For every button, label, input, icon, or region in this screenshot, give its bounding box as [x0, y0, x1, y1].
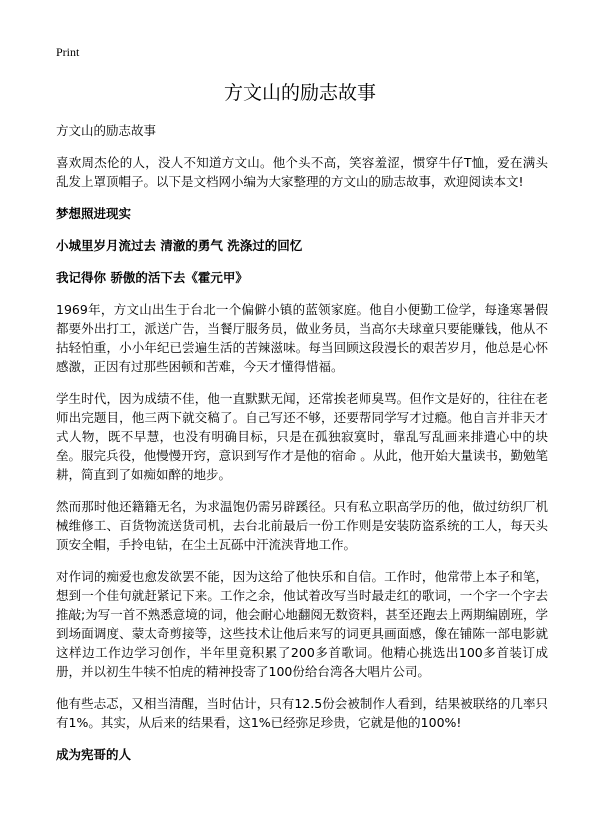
article-subtitle: 方文山的励志故事: [56, 123, 157, 138]
section-heading-huo-yuanjia: 我记得你 骄傲的活下去《霍元甲》: [56, 270, 248, 285]
paragraph-childhood: 1969年，方文山出生于台北一个偏僻小镇的蓝领家庭。他自小便勤工俭学，每逢寒暑假都要外出打工，派送广告，当餐厅服务员，做业务员，当高尔夫球童只要能赚钱，他从不拈轻怕重，小小年纪已尝遍生活的苦辣滋味。每当回顾这段漫长的艰苦岁月，他总是心怀感激，正因有过那些困顿和苦难，今天才懂得惜福。: [56, 302, 548, 374]
section-heading-dream: 梦想照进现实: [56, 206, 132, 221]
article-body: [56, 121, 548, 777]
intro-paragraph: 喜欢周杰伦的人，没人不知道方文山。他个头不高，笑容羞涩，惯穿牛仔T恤，爱在满头乱发上罩顶帽子。以下是文档网小编为大家整理的方文山的励志故事，欢迎阅读本文!: [56, 155, 548, 189]
section-heading-small-town: 小城里岁月流过去 清澈的勇气 洗涤过的回忆: [56, 238, 303, 253]
page-title: 方文山的励志故事: [223, 82, 376, 104]
paragraph-jobs: 然而那时他还籍籍无名，为求温饱仍需另辟蹊径。只有私立职高学历的他，做过纺织厂机械维修工、百货物流送货司机，去台北前最后一份工作则是安装防盗系统的工人，每天头顶安全帽，手拎电钻，在尘土瓦砾中汗流浃背地工作。: [56, 499, 548, 552]
paragraph-odds: 他有些忐忑，又相当清醒，当时估计，只有12.5份会被制作人看到，结果被联络的几率只有1%。其实，从后来的结果看，这1%已经弥足珍贵，它就是他的100%!: [56, 696, 548, 730]
print-link[interactable]: Print: [56, 45, 80, 59]
paragraph-school: 学生时代，因为成绩不佳，他一直默默无闻，还常挨老师臭骂。但作文是好的，往往在老师出完题目，他三两下就交稿了。自己写还不够，还要帮同学写才过瘾。他自言并非天才式人物，既不早慧，也没有明确目标，只是在孤独寂寞时，靠乱写乱画来排遣心中的块垒。服完兵役，他慢慢开窍，意识到写作才是他的宿命 。从此，他开始大量读书，勤勉笔耕，简直到了如痴如醉的地步。: [56, 391, 548, 482]
section-heading-xian-ge: 成为宪哥的人: [56, 747, 132, 762]
paragraph-lyrics: 对作词的痴爱也愈发欲罢不能，因为这给了他快乐和自信。工作时，他常带上本子和笔，想到一个佳句就赶紧记下来。工作之余，他试着改写当时最走红的歌词，一个字一个字去推敲;为写一首不熟悉意境的词，他会耐心地翻阅无数资料，甚至还跑去上两期编剧班，学到场面调度、蒙太奇剪接等，这些技术让他后来写的词更具画面感，像在铺陈一部电影就这样边工作边学习创作，半年里竟积累了200多首歌词。他精心挑选出100多首装订成册，并以初生牛犊不怕虎的精神投寄了100份给台湾各大唱片公司。: [56, 569, 548, 679]
